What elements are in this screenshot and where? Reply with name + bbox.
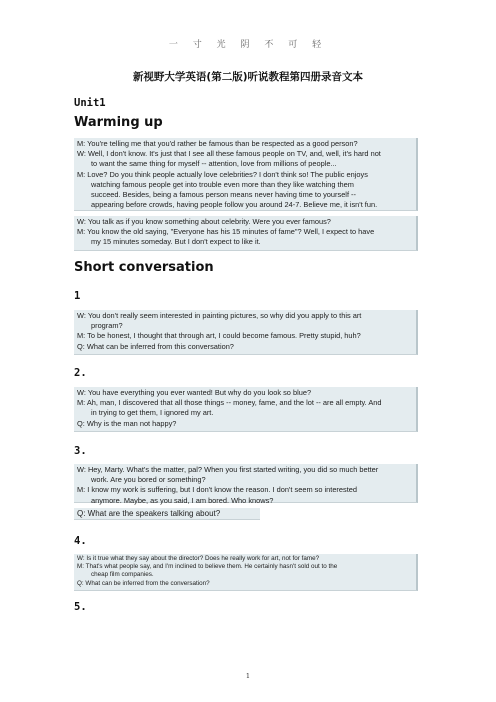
transcript-line: program?	[91, 321, 123, 331]
transcript-line: M: Love? Do you think people actually love celebrities? I don't think so! The public enjoys	[77, 169, 368, 179]
transcript-line: succeed. Besides, being a famous person means never having time to yourself --	[91, 190, 356, 200]
conversation-3-question: Q: What are the speakers talking about?	[74, 508, 260, 520]
transcript-line: W: You don't really seem interested in painting pictures, so why did you apply to this art	[77, 311, 362, 320]
transcript-line: cheap film companies.	[91, 571, 154, 579]
page-number: 1	[245, 672, 251, 680]
transcript-line: M: I know my work is suffering, but I don't know the reason. I don't seem so interested	[77, 485, 357, 495]
conversation-2-transcript	[74, 387, 418, 432]
transcript-line: my 15 minutes someday. But I don't expect to like it.	[91, 237, 261, 247]
question-line: Q: What can be inferred from the conversation?	[77, 579, 210, 587]
conversation-3-transcript	[74, 464, 418, 503]
transcript-line: M: You know the old saying, "Everyone has his 15 minutes of fame"? Well, I expect to have	[77, 227, 375, 237]
transcript-line: W: Hey, Marty. What's the matter, pal? When you first started writing, you did so much better	[77, 465, 379, 474]
question-line: Q: What can be inferred from this conversation?	[77, 341, 234, 351]
section-heading-warming-up: Warming up	[74, 115, 163, 130]
conversation-number: 4.	[74, 535, 87, 547]
transcript-line: W: You talk as if you know something about celebrity. Were you ever famous?	[77, 217, 331, 226]
page-header: 一 寸 光 阴 不 可 轻	[168, 40, 328, 50]
conversation-number: 2.	[74, 367, 87, 379]
transcript-line: W: Is it true what they say about the director? Does he really work for art, not for fame?	[77, 555, 320, 562]
transcript-line: in trying to get them, I ignored my art.	[91, 408, 214, 418]
transcript-line: appearing before crowds, having people follow you around 24-7. Believe me, it isn't fun.	[91, 200, 378, 210]
transcript-line: anymore. Maybe, as you said, I am bored. Who knows?	[91, 495, 274, 505]
transcript-line: M: To be honest, I thought that through art, I could become famous. Pretty stupid, huh?	[77, 331, 361, 341]
conversation-number: 5.	[74, 601, 87, 613]
transcript-line: M: Ah, man, I discovered that all those things -- money, fame, and the lot -- are all empty. And	[77, 398, 382, 408]
unit-heading: Unit1	[74, 97, 106, 109]
section-heading-short-conversation: Short conversation	[74, 260, 214, 275]
transcript-line: work. Are you bored or something?	[91, 475, 206, 485]
transcript-line: M: That's what people say, and I'm inclined to believe them. He certainly hasn't sold out to the	[77, 563, 338, 571]
warming-up-transcript-1	[74, 138, 418, 211]
conversation-number: 3.	[74, 445, 87, 457]
conversation-number: 1	[74, 290, 81, 302]
transcript-line: W: Well, I don't know. It's just that I see all these famous people on TV, and, well, it's hard not	[77, 149, 381, 159]
transcript-line: M: You're telling me that you'd rather be famous than be respected as a good person?	[77, 139, 358, 148]
transcript-line: W: You have everything you ever wanted! But why do you look so blue?	[77, 388, 312, 397]
transcript-line: watching famous people get into trouble even more than they like watching them	[91, 179, 354, 189]
conversation-1-transcript	[74, 310, 418, 355]
document-title: 新视野大学英语(第二版)听说教程第四册录音文本	[132, 71, 364, 83]
question-line: Q: Why is the man not happy?	[77, 418, 177, 428]
transcript-line: to want the same thing for myself -- attention, love from millions of people...	[91, 159, 337, 169]
conversation-4-transcript	[74, 554, 418, 591]
warming-up-transcript-2	[74, 216, 418, 251]
